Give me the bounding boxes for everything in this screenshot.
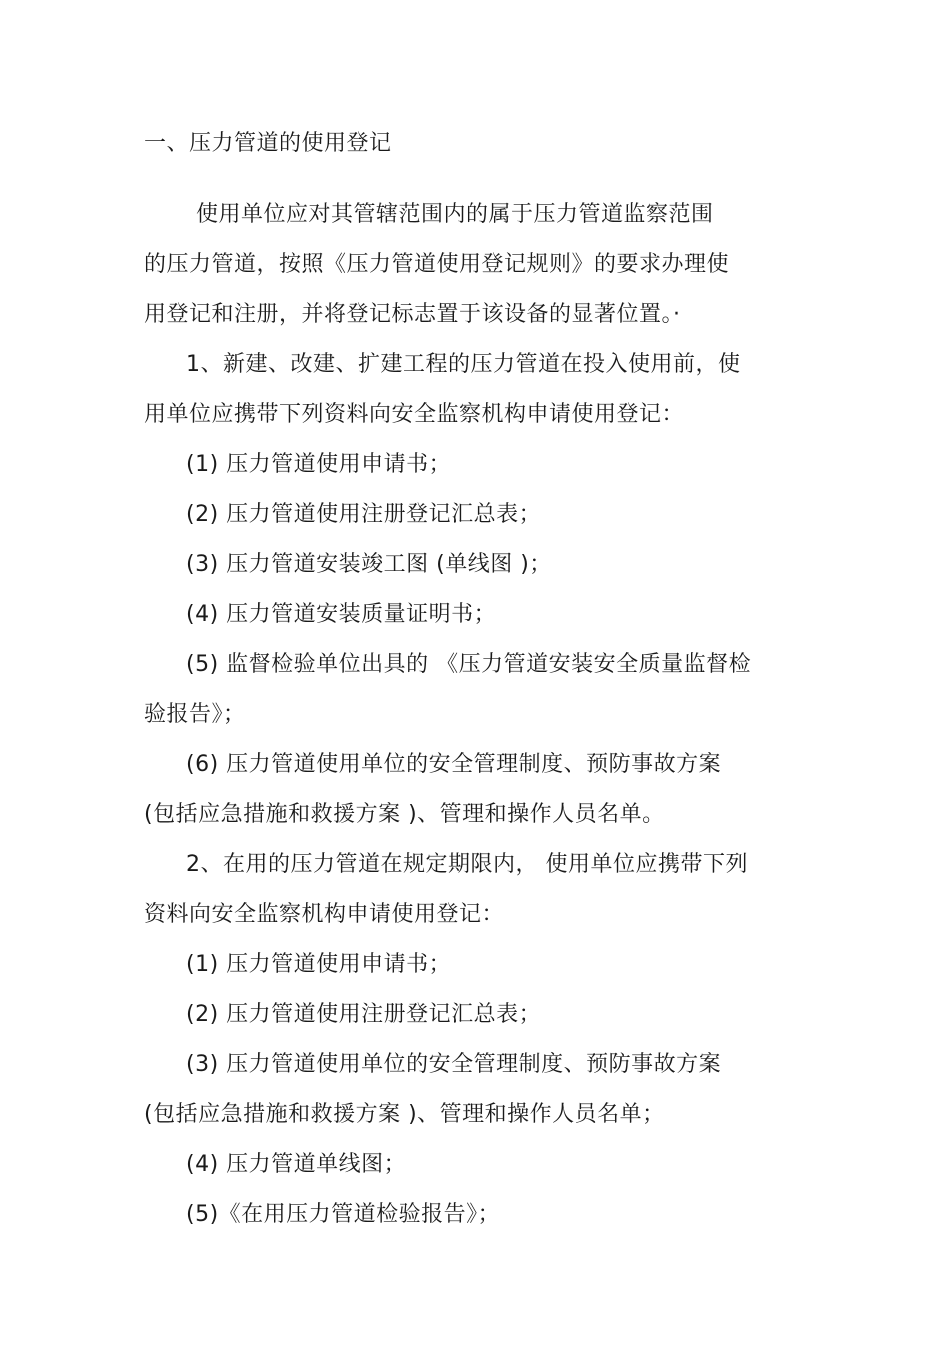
section2-item-1: (1) 压力管道使用申请书； [186,952,452,977]
section2-item-5: (5)《在用压力管道检验报告》； [186,1202,501,1227]
section1-item-5-cont: 验报告》； [144,702,246,727]
intro-line-2: 的压力管道，按照《压力管道使用登记规则》的要求办理使 [144,252,730,277]
section2-line-2: 资料向安全监察机构申请使用登记： [144,902,505,927]
section1-line-2: 用单位应携带下列资料向安全监察机构申请使用登记： [144,402,685,427]
section2-item-2: (2) 压力管道使用注册登记汇总表； [186,1002,542,1027]
section2-item-4: (4) 压力管道单线图； [186,1152,407,1177]
intro-line-3: 用登记和注册，并将登记标志置于该设备的显著位置。· [144,302,681,327]
intro-line-1: 使用单位应对其管辖范围内的属于压力管道监察范围 [196,202,714,227]
section1-item-2: (2) 压力管道使用注册登记汇总表； [186,502,542,527]
section1-item-6: (6) 压力管道使用单位的安全管理制度、预防事故方案 [186,752,722,777]
section1-item-6-cont: (包括应急措施和救援方案 )、管理和操作人员名单。 [144,802,665,827]
section1-item-1: (1) 压力管道使用申请书； [186,452,452,477]
section2-line-1: 2、在用的压力管道在规定期限内， 使用单位应携带下列 [186,852,748,877]
section-heading: 一、压力管道的使用登记 [144,131,392,156]
section1-item-5: (5) 监督检验单位出具的 《压力管道安装安全质量监督检 [186,652,752,677]
section2-item-3-cont: (包括应急措施和救援方案 )、管理和操作人员名单； [144,1102,665,1127]
section1-item-3: (3) 压力管道安装竣工图 (单线图 )； [186,552,552,577]
section2-item-3: (3) 压力管道使用单位的安全管理制度、预防事故方案 [186,1052,722,1077]
section1-item-4: (4) 压力管道安装质量证明书； [186,602,497,627]
section1-line-1: 1、新建、改建、扩建工程的压力管道在投入使用前，使 [186,352,741,377]
